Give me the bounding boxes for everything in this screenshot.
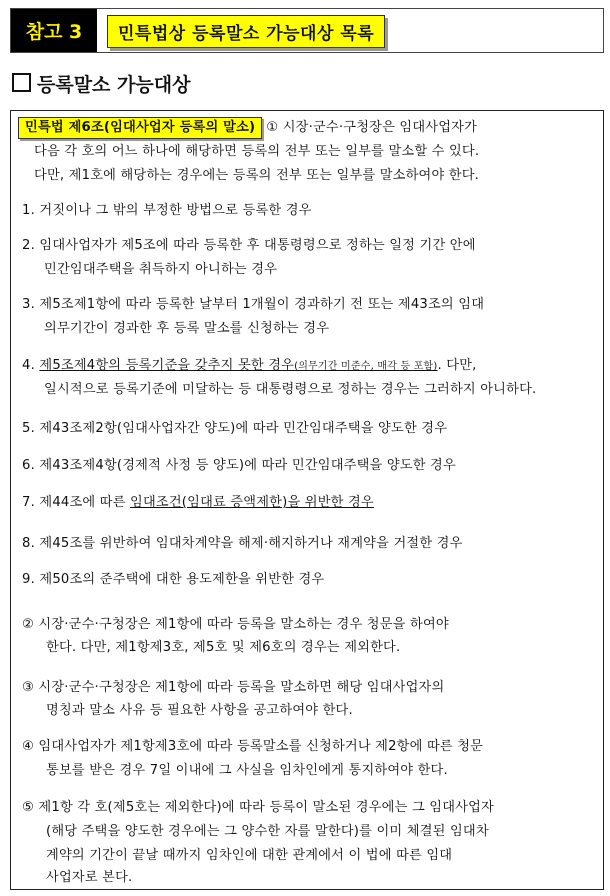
- para-3-line1: ③ 시장·군수·구청장은 제1항에 따라 등록을 말소하면 해당 임대사업자의: [22, 680, 445, 695]
- item-4-prefix: 4.: [22, 358, 40, 373]
- header-bar: [10, 8, 604, 53]
- article-para1-line1: [18, 116, 477, 140]
- article-para1-line3: 다만, 제1호에 해당하는 경우에는 등록의 전부 또는 일부를 말소하여야 한다.: [34, 168, 480, 183]
- para-4-line2: 통보를 받은 경우 7일 이내에 그 사실을 임차인에게 통지하여야 한다.: [46, 763, 448, 778]
- item-7: [22, 491, 374, 515]
- para-5-line4: 사업자로 본다.: [46, 870, 133, 885]
- item-4-note: (의무기간 미준수, 매각 등 포함): [294, 361, 438, 372]
- item-3-line1: 3. 제5조제1항에 따라 등록한 날부터 1개월이 경과하기 전 또는 제43조의 임대: [22, 297, 485, 312]
- page-title: 민특법상 등록말소 가능대상 목록: [107, 15, 385, 48]
- para-3-line2: 명칭과 말소 사유 등 필요한 사항을 공고하여야 한다.: [46, 703, 353, 718]
- item-3-line2: 의무기간이 경과한 후 등록 말소를 신청하는 경우: [44, 321, 330, 336]
- section-heading-text: 등록말소 가능대상: [37, 74, 191, 96]
- para-5-line2: (해당 주택을 양도한 경우에는 그 양수한 자를 말한다)를 이미 체결된 임대차: [46, 824, 489, 839]
- para-5-line3: 계약의 기간이 끝날 때까지 임차인에 대한 관계에서 이 법에 따른 임대: [46, 848, 453, 863]
- article-para1-line2: 다음 각 호의 어느 하나에 해당하면 등록의 전부 또는 일부를 말소할 수 있다.: [34, 144, 480, 159]
- checkbox-square-icon: [12, 73, 31, 92]
- item-7-prefix: 7. 제44조에 따른: [22, 495, 131, 510]
- item-9: 9. 제50조의 준주택에 대한 용도제한을 위반한 경우: [22, 572, 325, 587]
- section-heading: [12, 70, 190, 97]
- item-2-line1: 2. 임대사업자가 제5조에 따라 등록한 후 대통령령으로 정하는 일정 기간 안에: [22, 238, 476, 253]
- para-2-line1: ② 시장·군수·구청장은 제1항에 따라 등록을 말소하는 경우 청문을 하여야: [22, 617, 449, 632]
- item-8: 8. 제45조를 위반하여 임대차계약을 해제·해지하거나 재계약을 거절한 경우: [22, 536, 463, 551]
- reference-badge: 참고 3: [11, 9, 97, 52]
- item-7-underline: 임대조건(임대료 증액제한)을 위반한 경우: [130, 495, 374, 510]
- article-tag: 민특법 제6조(임대사업자 등록의 말소): [18, 117, 262, 139]
- item-4-suffix: . 다만,: [437, 358, 477, 373]
- para-4-line1: ④ 임대사업자가 제1항제3호에 따라 등록말소를 신청하거나 제2항에 따른 청문: [22, 739, 484, 754]
- item-4-line1: [22, 354, 477, 379]
- item-4-underline: 제5조제4항의 등록기준을 갖추지 못한 경우: [39, 358, 295, 373]
- item-5: 5. 제43조제2항(임대사업자간 양도)에 따라 민간임대주택을 양도한 경우: [22, 421, 448, 436]
- para-2-line2: 한다. 다만, 제1항제3호, 제5호 및 제6호의 경우는 제외한다.: [46, 640, 401, 655]
- item-2-line2: 민간임대주택을 취득하지 아니하는 경우: [44, 262, 278, 277]
- para-5-line1: ⑤ 제1항 각 호(제5호는 제외한다)에 따라 등록이 말소된 경우에는 그 임대사업자: [22, 800, 494, 815]
- para1-line1-text: ① 시장·군수·구청장은 임대사업자가: [266, 120, 478, 135]
- item-6: 6. 제43조제4항(경제적 사정 등 양도)에 따라 민간임대주택을 양도한 경우: [22, 458, 456, 473]
- item-4-line2: 일시적으로 등록기준에 미달하는 등 대통령령으로 정하는 경우는 그러하지 아니하다.: [44, 382, 537, 397]
- item-1: 1. 거짓이나 그 밖의 부정한 방법으로 등록한 경우: [22, 203, 312, 218]
